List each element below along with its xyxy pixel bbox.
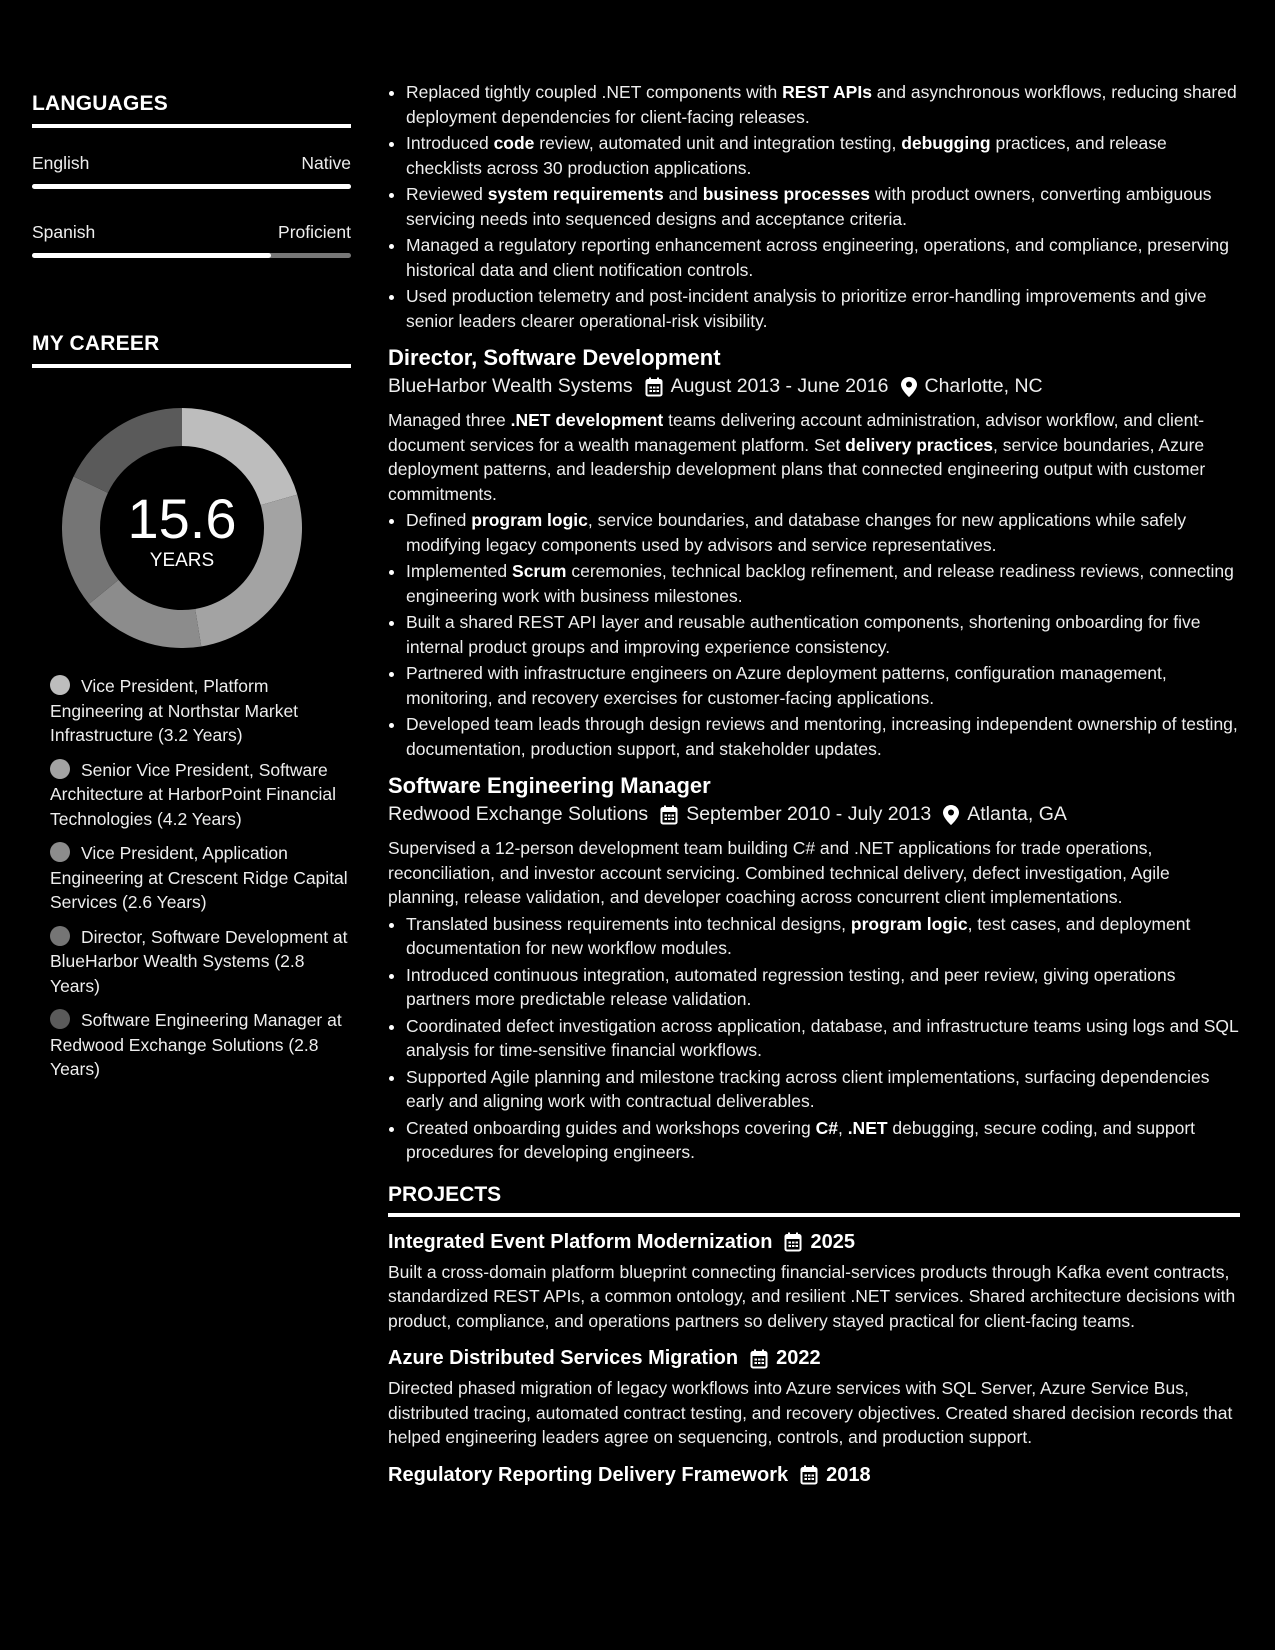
career-legend-item (50, 841, 350, 915)
legend-dot (50, 759, 70, 779)
bullet-item: • Introduced continuous integration, automated regression testing, and peer review, giving operations partners more predictable release validation. (406, 963, 1240, 1012)
project-description: Built a cross-domain platform blueprint connecting financial-services products through Kafka event contracts, standardized REST APIs, a common ontology, and resilient .NET services. Shared architecture decisions with product, compliance, and operations partners so delivery stayed practical for client-facing teams. (388, 1261, 1236, 1331)
language-name: English (32, 153, 90, 173)
calendar-icon (645, 377, 663, 397)
language-bar-fill (32, 184, 351, 189)
calendar-icon (800, 1465, 818, 1485)
career-heading: MY CAREER (32, 332, 351, 368)
project-title-row (388, 1231, 1240, 1254)
career-legend-item (50, 1008, 350, 1082)
job-dates: September 2010 - July 2013 (686, 803, 932, 825)
language-bar-spanish (32, 253, 351, 258)
bullet-item: • Managed a regulatory reporting enhancement across engineering, operations, and compliance, preserving historical data and client notification controls. (406, 233, 1240, 282)
career-legend-item (50, 758, 350, 832)
map-pin-icon (943, 805, 959, 825)
company-name: Redwood Exchange Solutions (388, 803, 649, 825)
project-year: 2018 (826, 1463, 871, 1486)
bullet-item: • Created onboarding guides and workshops covering C#, .NET debugging, secure coding, and support procedures for developing engineers. (406, 1116, 1240, 1165)
job-bullets (388, 912, 1240, 1165)
calendar-icon (660, 805, 678, 825)
job-summary: Managed three .NET development teams delivering account administration, advisor workflow, and client-document services for a wealth management platform. Set delivery practices, service boundaries, Azure deployment patterns, and leadership development plans that connected engineering output with customer commitments. (388, 410, 1206, 504)
language-row-english (32, 153, 351, 174)
project-title: Integrated Event Platform Modernization (388, 1230, 773, 1253)
legend-dot (50, 926, 70, 946)
bullet-item: • Reviewed system requirements and business processes with product owners, converting ambiguous servicing needs into sequenced designs and acceptance criteria. (406, 182, 1240, 231)
legend-label: Software Engineering Manager at Redwood Exchange Solutions (2.8 Years) (50, 1010, 342, 1079)
job-location: Charlotte, NC (924, 375, 1043, 397)
legend-label: Vice President, Platform Engineering at Northstar Market Infrastructure (3.2 Years) (50, 676, 299, 745)
job-title: Director, Software Development (388, 345, 721, 370)
project-title-row (388, 1347, 1240, 1370)
bullet-item: • Built a shared REST API layer and reusable authentication components, shortening onboarding for five internal product groups and improving experience consistency. (406, 610, 1240, 659)
bullet-item: • Defined program logic, service boundaries, and database changes for new applications while safely modifying legacy components used by advisors and service representatives. (406, 508, 1240, 557)
job-entry (388, 773, 1240, 1165)
language-row-spanish (32, 222, 351, 243)
job-dates: August 2013 - June 2016 (670, 375, 889, 397)
career-total-years: 15.6 (127, 487, 237, 550)
bullet-item: • Replaced tightly coupled .NET components with REST APIs and asynchronous workflows, reducing shared deployment dependencies for client-facing releases. (406, 80, 1240, 129)
bullet-item: • Used production telemetry and post-incident analysis to prioritize error-handling improvements and give senior leaders clearer operational-risk visibility. (406, 284, 1240, 333)
job-title: Software Engineering Manager (388, 773, 711, 798)
bullet-item: • Translated business requirements into technical designs, program logic, test cases, and deployment documentation for new workflow modules. (406, 912, 1240, 961)
map-pin-icon (901, 377, 917, 397)
legend-dot (50, 842, 70, 862)
legend-label: Vice President, Application Engineering at Crescent Ridge Capital Services (2.6 Years) (50, 843, 348, 912)
job-meta (388, 803, 1240, 826)
legend-label: Director, Software Development at BlueHarbor Wealth Systems (2.8 Years) (50, 926, 348, 996)
prev-job-bullets (388, 80, 1240, 333)
project-year: 2025 (810, 1230, 855, 1253)
project-title: Azure Distributed Services Migration (388, 1347, 739, 1369)
bullet-item: • Implemented Scrum ceremonies, technical backlog refinement, and release readiness reviews, connecting engineering work with business milestones. (406, 559, 1240, 608)
job-summary: Supervised a 12-person development team building C# and .NET applications for trade operations, reconciliation, and investor account servicing. Combined technical delivery, defect investigation, Agile planning, release validation, and developer coaching across concurrent client implementations. (388, 838, 1170, 907)
calendar-icon (784, 1232, 802, 1252)
project-title-row (388, 1464, 1240, 1487)
language-level: Native (301, 153, 351, 173)
language-name: Spanish (32, 222, 96, 242)
legend-dot (50, 1009, 70, 1029)
project-entry (388, 1231, 1240, 1334)
bullet-item: • Partnered with infrastructure engineers on Azure deployment patterns, configuration management, monitoring, and recovery exercises for customer-facing applications. (406, 661, 1240, 710)
project-entry (388, 1347, 1240, 1450)
language-bar-english (32, 184, 351, 189)
project-description: Directed phased migration of legacy workflows into Azure services with SQL Server, Azure Service Bus, distributed tracing, automated contract testing, and recovery objectives. Created shared decision records that helped engineering leaders agree on sequencing, controls, and production support. (388, 1378, 1233, 1447)
language-level: Proficient (278, 222, 351, 242)
calendar-icon (750, 1349, 768, 1369)
project-entry (388, 1464, 1240, 1487)
bullet-item: • Developed team leads through design reviews and mentoring, increasing independent ownership of testing, documentation, production support, and stakeholder updates. (406, 712, 1240, 761)
projects-heading: PROJECTS (388, 1183, 1240, 1217)
career-legend (50, 674, 350, 1092)
career-donut-chart (62, 408, 302, 648)
bullet-item: • Introduced code review, automated unit and integration testing, debugging practices, and release checklists across 30 production applications. (406, 131, 1240, 180)
legend-label: Senior Vice President, Software Architecture at HarborPoint Financial Technologies (4.2 Years) (50, 759, 336, 829)
language-bar-fill (32, 253, 271, 258)
legend-dot (50, 675, 70, 695)
languages-heading: LANGUAGES (32, 92, 351, 128)
job-location: Atlanta, GA (967, 803, 1067, 825)
career-years-label: YEARS (149, 550, 215, 571)
job-bullets (388, 508, 1240, 761)
job-meta (388, 375, 1240, 398)
main-content (388, 0, 1240, 1493)
bullet-item: • Supported Agile planning and milestone tracking across client implementations, surfacing dependencies early and aligning work with contractual deliverables. (406, 1065, 1240, 1114)
bullet-item: • Coordinated defect investigation across application, database, and infrastructure teams using logs and SQL analysis for time-sensitive financial workflows. (406, 1014, 1240, 1063)
career-legend-item (50, 674, 350, 748)
career-legend-item (50, 925, 350, 999)
job-entry (388, 345, 1240, 761)
project-title: Regulatory Reporting Delivery Framework (388, 1463, 789, 1486)
donut-segment-4 (74, 408, 182, 493)
project-year: 2022 (776, 1347, 821, 1369)
company-name: BlueHarbor Wealth Systems (388, 375, 633, 397)
